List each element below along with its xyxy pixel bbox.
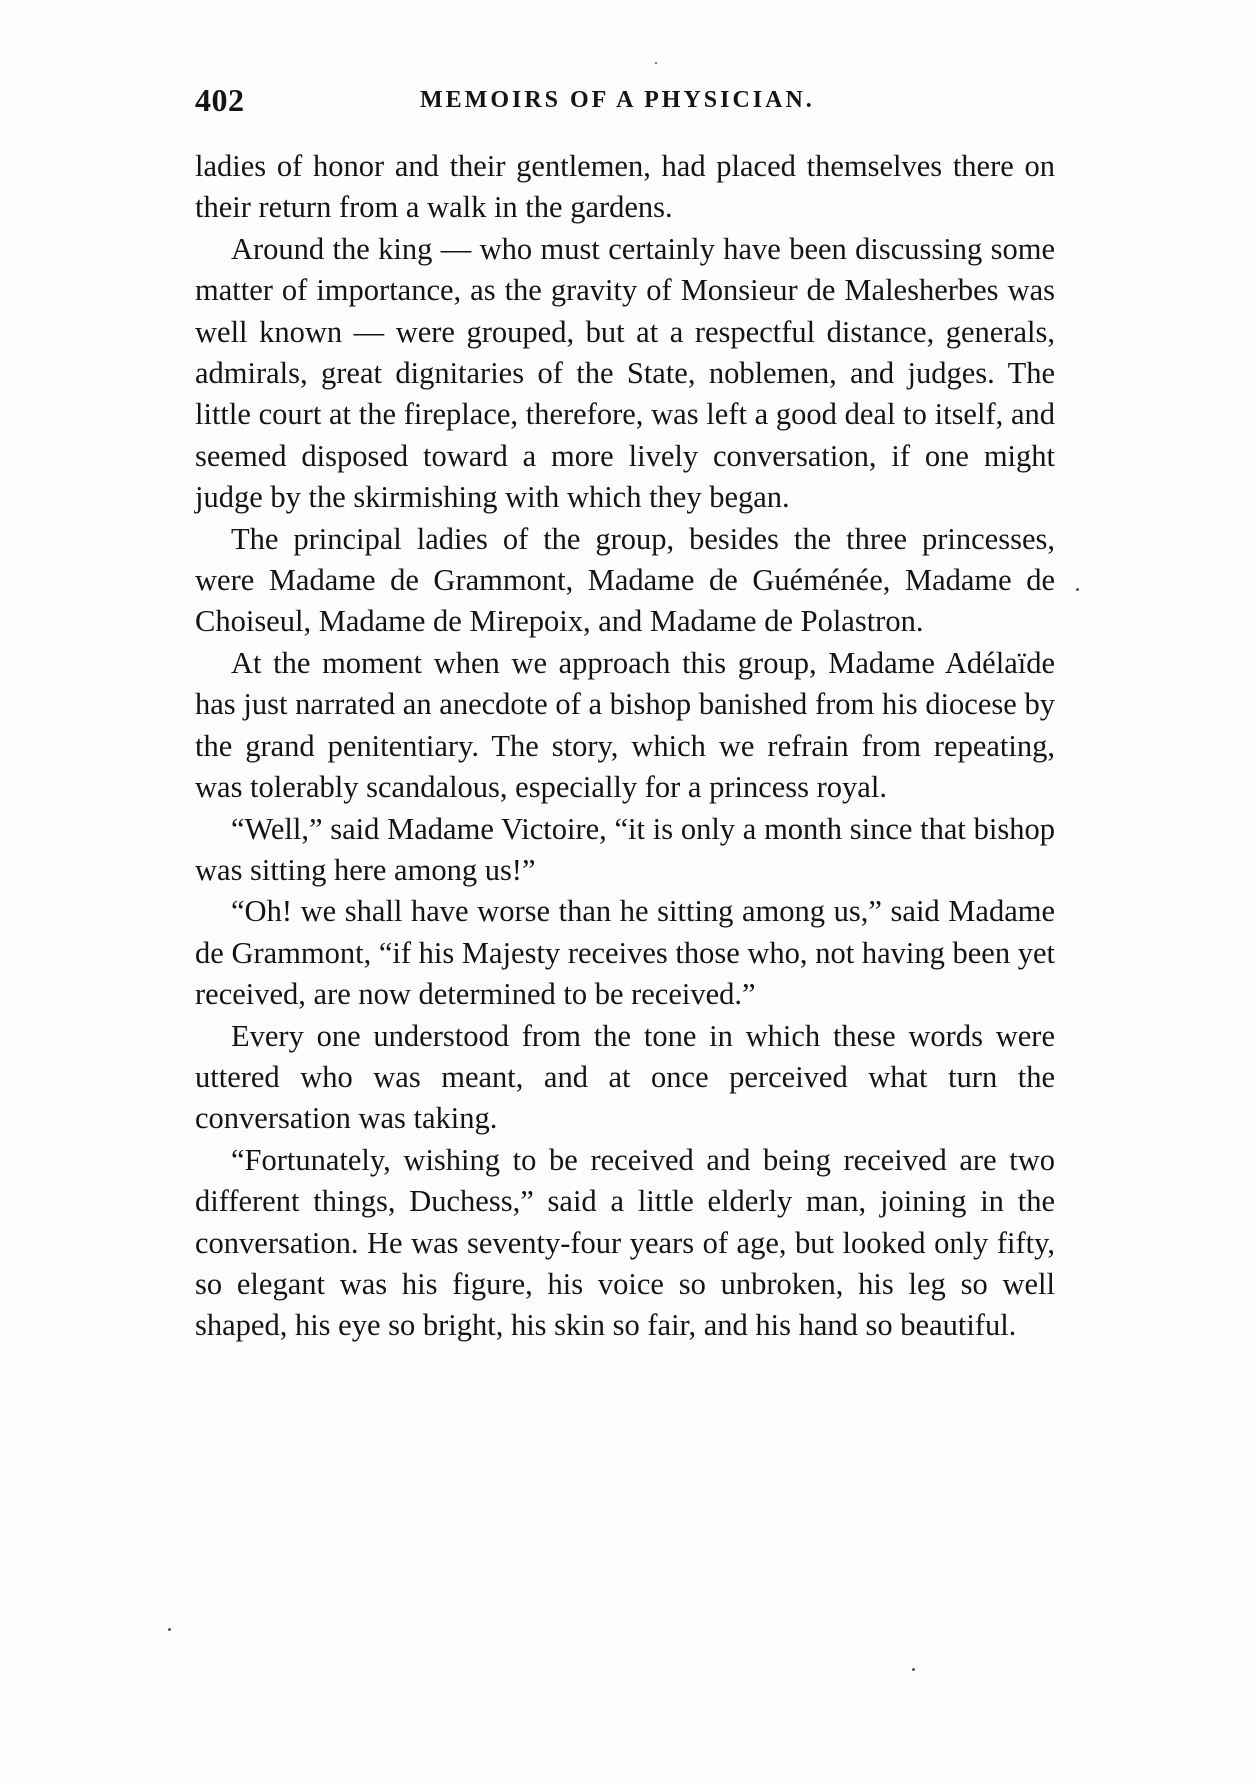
scan-speck [655, 62, 657, 64]
paragraph: At the moment when we approach this group, Madame Adélaïde has just narrated an anecdote of a bishop banished from his diocese by the grand penitentiary. The story, which we refrain from repeating, was tolerably scandalous, especially for a princess royal. [195, 645, 1055, 805]
paragraph: Every one understood from the tone in which these words were uttered who was meant, and at once perceived what turn the conversation was taking. [195, 1018, 1055, 1136]
scan-speck [168, 1628, 171, 1631]
paragraph: Around the king — who must certainly have been discussing some matter of importance, as the gravity of Monsieur de Malesherbes was well known — were grouped, but at a respectful distance, generals, admirals, great dignitaries of the State, noblemen, and judges. The little court at the fireplace, therefore, was left a good deal to itself, and seemed disposed toward a more lively conversation, if one might judge by the skirmishing with which they began. [195, 231, 1055, 515]
scan-speck [912, 1668, 915, 1671]
body-text [195, 146, 1055, 1347]
paragraph: “Oh! we shall have worse than he sitting among us,” said Madame de Grammont, “if his Majesty receives those who, not having been yet received, are now determined to be received.” [195, 894, 1055, 1012]
paragraph: “Fortunately, wishing to be received and being received are two different things, Duchess,” said a little elderly man, joining in the conversation. He was seventy-four years of age, but looked only fifty, so elegant was his figure, his voice so unbroken, his leg so well shaped, his eye so bright, his skin so fair, and his hand so beautiful. [195, 1142, 1055, 1343]
paragraph: ladies of honor and their gentlemen, had placed themselves there on their return from a walk in the gardens. [195, 149, 1055, 225]
paragraph: The principal ladies of the group, besides the three princesses, were Madame de Grammont, Madame de Guéménée, Madame de Choiseul, Madame de Mirepoix, and Madame de Polastron. [195, 521, 1055, 639]
page-number: 402 [195, 82, 245, 118]
paragraph: “Well,” said Madame Victoire, “it is only a month since that bishop was sitting here among us!” [195, 811, 1055, 887]
page-header [195, 82, 1055, 122]
running-head: MEMOIRS OF A PHYSICIAN. [420, 87, 815, 113]
scan-speck [1076, 588, 1079, 591]
